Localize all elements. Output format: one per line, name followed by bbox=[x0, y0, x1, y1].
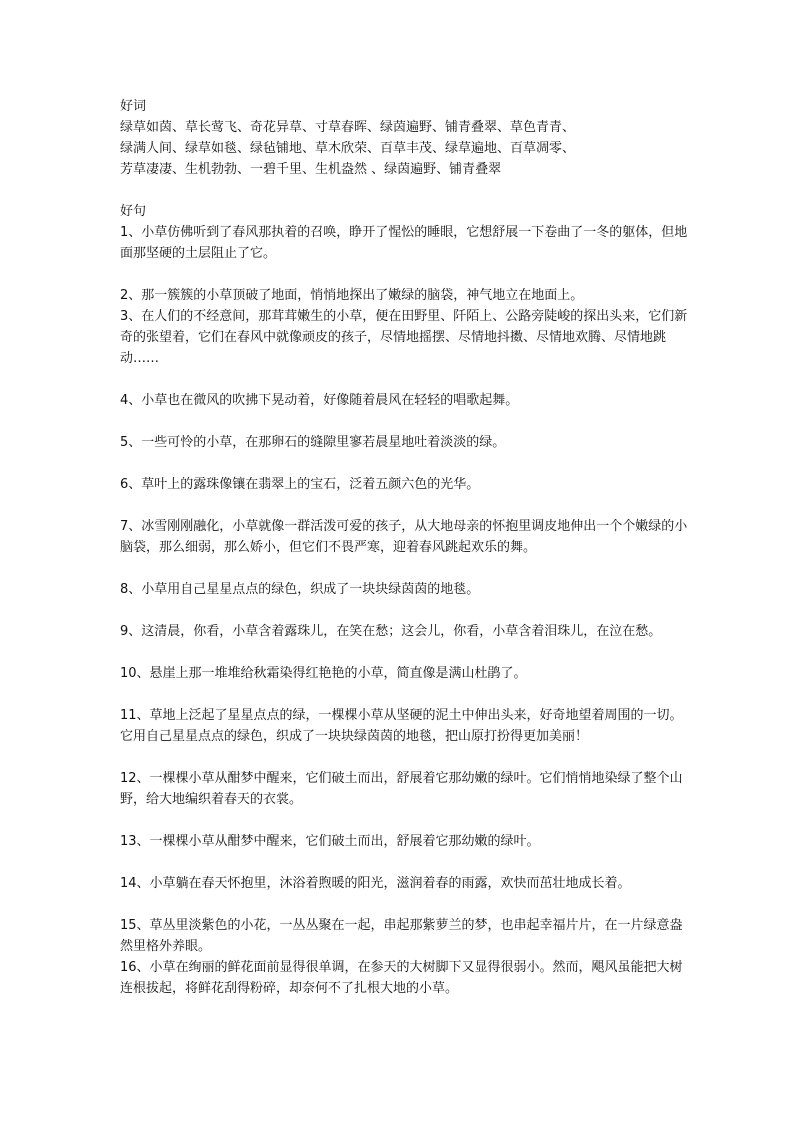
sentence-item: 2、那一簇簇的小草顶破了地面，悄悄地探出了嫩绿的脑袋，神气地立在地面上。 bbox=[120, 288, 584, 303]
spacer bbox=[120, 852, 688, 873]
sentence-item: 7、冰雪刚刚融化，小草就像一群活泼可爱的孩子，从大地母亲的怀抱里调皮地伸出一个个嫩绿的小脑袋，那么细弱，那么娇小，但它们不畏严寒，迎着春风跳起欢乐的舞。 bbox=[120, 519, 688, 555]
sentence-item: 11、草地上泛起了星星点点的绿，一棵棵小草从坚硬的泥土中伸出头来，好奇地望着周围的一切。它用自己星星点点的绿色，织成了一块块绿茵茵的地毯，把山原打扮得更加美丽！ bbox=[120, 708, 683, 744]
sentence-item: 5、一些可怜的小草，在那卵石的缝隙里寥若晨星地吐着淡淡的绿。 bbox=[120, 435, 506, 450]
spacer bbox=[120, 264, 688, 285]
sentence-item: 12、一棵棵小草从酣梦中醒来，它们破土而出，舒展着它那幼嫩的绿叶。它们悄悄地染绿了整个山野，给大地编织着春天的衣裳。 bbox=[120, 771, 683, 807]
spacer bbox=[120, 180, 688, 201]
sentence-item: 8、小草用自己星星点点的绿色，织成了一块块绿茵茵的地毯。 bbox=[120, 582, 480, 597]
sentence-item: 4、小草也在微风的吹拂下晃动着，好像随着晨风在轻轻的唱歌起舞。 bbox=[120, 393, 519, 408]
sentence-item: 6、草叶上的露珠像镶在翡翠上的宝石，泛着五颜六色的光华。 bbox=[120, 477, 480, 492]
sentence-item: 16、小草在绚丽的鲜花面前显得很单调，在参天的大树脚下又显得很弱小。然而，飓风虽能把大树连根拔起，将鲜花刮得粉碎，却奈何不了扎根大地的小草。 bbox=[120, 960, 683, 996]
good-words-line: 绿满人间、绿草如毯、绿毡铺地、草木欣荣、百草丰茂、绿草遍地、百草凋零、 bbox=[120, 141, 576, 156]
spacer bbox=[120, 558, 688, 579]
sentence-item: 3、在人们的不经意间，那茸茸嫩生的小草，便在田野里、阡陌上、公路旁陡峻的探出头来，它们新奇的张望着，它们在春风中就像顽皮的孩子，尽情地摇摆、尽情地抖擞、尽情地欢腾、尽情地跳动…… bbox=[120, 309, 688, 366]
spacer bbox=[120, 369, 688, 390]
spacer bbox=[120, 894, 688, 915]
good-words-line: 绿草如茵、草长莺飞、奇花异草、寸草春晖、绿茵遍野、铺青叠翠、草色青青、 bbox=[120, 120, 576, 135]
spacer bbox=[120, 684, 688, 705]
good-words-line: 芳草凄凄、生机勃勃、一碧千里、生机盎然 、绿茵遍野、铺青叠翠 bbox=[120, 162, 502, 177]
sentence-item: 10、悬崖上那一堆堆给秋霜染得红艳艳的小草，简直像是满山杜鹃了。 bbox=[120, 666, 527, 681]
spacer bbox=[120, 495, 688, 516]
good-sentences-heading: 好句 bbox=[120, 204, 147, 219]
spacer bbox=[120, 747, 688, 768]
sentence-item: 13、一棵棵小草从酣梦中醒来，它们破土而出，舒展着它那幼嫩的绿叶。 bbox=[120, 834, 540, 849]
spacer bbox=[120, 810, 688, 831]
spacer bbox=[120, 642, 688, 663]
document-content bbox=[120, 96, 688, 999]
spacer bbox=[120, 600, 688, 621]
sentence-item: 9、这清晨，你看，小草含着露珠儿，在笑在愁；这会儿，你看，小草含着泪珠儿，在泣在愁。 bbox=[120, 624, 662, 639]
sentence-item: 15、草丛里淡紫色的小花，一丛丛聚在一起，串起那紫萝兰的梦，也串起幸福片片，在一片绿意盎然里格外养眼。 bbox=[120, 918, 683, 954]
good-words-heading: 好词 bbox=[120, 99, 147, 114]
sentence-item: 14、小草躺在春天怀抱里，沐浴着煦暖的阳光，滋润着春的雨露，欢快而茁壮地成长着。 bbox=[120, 876, 631, 891]
sentence-item: 1、小草仿佛听到了春风那执着的召唤，睁开了惺忪的睡眼，它想舒展一下卷曲了一冬的躯体，但地面那坚硬的土层阻止了它。 bbox=[120, 225, 688, 261]
spacer bbox=[120, 411, 688, 432]
spacer bbox=[120, 453, 688, 474]
